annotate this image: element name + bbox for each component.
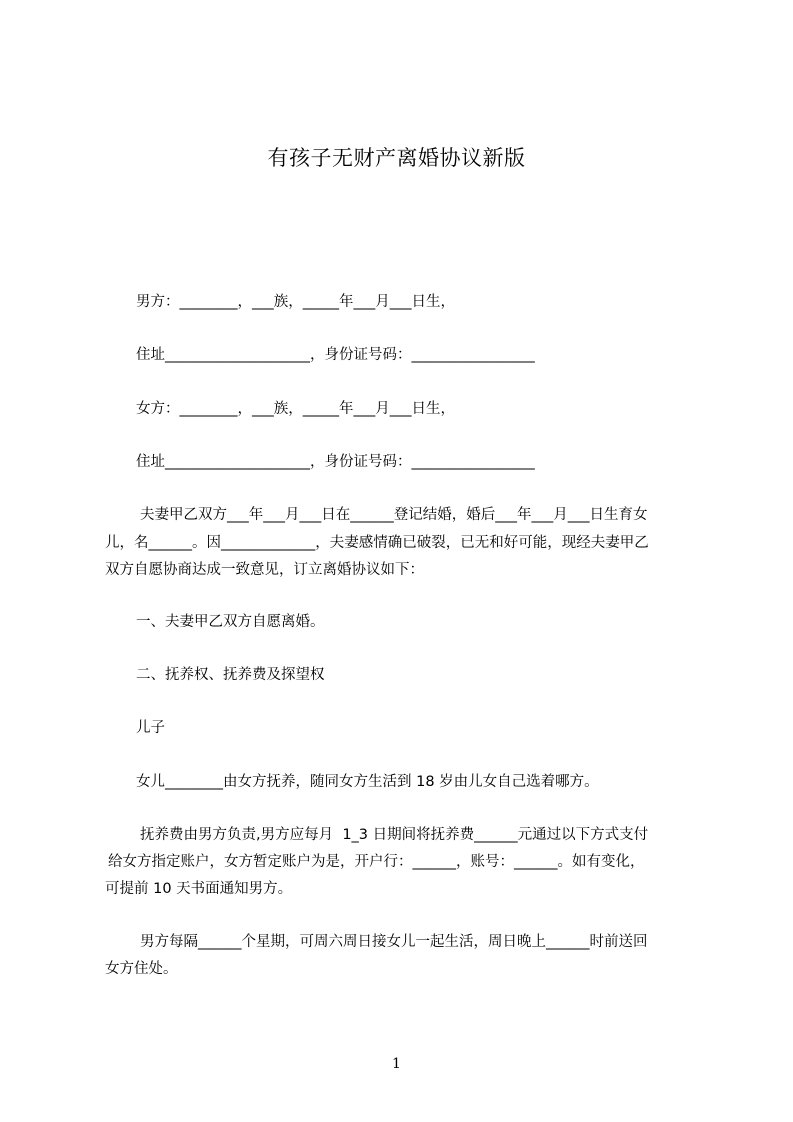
female-address-line: 住址____________________，身份证号码：_________________ — [136, 454, 535, 470]
marriage-paragraph-line-1: 夫妻甲乙双方___年___月___日在______登记结婚，婚后___年___月___日生育女 — [140, 507, 648, 523]
support-paragraph-line-2: 给女方指定账户，女方暂定账户为是，开户行：______，账号：______。如有变化， — [108, 854, 645, 870]
son-label: 儿子 — [136, 720, 165, 736]
female-party-line: 女方：________，___族，_____年___月___日生， — [136, 401, 455, 417]
clause-2-heading: 二、抚养权、抚养费及探望权 — [136, 667, 325, 683]
daughter-custody-line: 女儿________由女方抚养，随同女方生活到 18 岁由儿女自己选着哪方。 — [136, 774, 599, 790]
page-number: 1 — [392, 1056, 401, 1072]
clause-1-heading: 一、夫妻甲乙双方自愿离婚。 — [136, 614, 325, 630]
visitation-paragraph-line-2: 女方住处。 — [105, 961, 178, 977]
support-paragraph-line-1: 抚养费由男方负责,男方应每月 1_3 日期间将抚养费______元通过以下方式支付 — [140, 827, 649, 843]
male-address-line: 住址____________________，身份证号码：_________________ — [136, 347, 535, 363]
visitation-paragraph-line-1: 男方每隔______个星期，可周六周日接女儿一起生活，周日晚上______时前送回 — [140, 934, 648, 950]
marriage-paragraph-line-3: 双方自愿协商达成一致意见，订立离婚协议如下： — [105, 562, 424, 578]
support-paragraph-line-3: 可提前 10 天书面通知男方。 — [105, 881, 293, 897]
male-party-line: 男方：________，___族，_____年___月___日生， — [136, 294, 455, 310]
document-title: 有孩子无财产离婚协议新版 — [267, 146, 526, 170]
marriage-paragraph-line-2: 儿，名______。因_____________，夫妻感情确已破裂，已无和好可能，现经夫妻甲乙 — [105, 535, 649, 551]
